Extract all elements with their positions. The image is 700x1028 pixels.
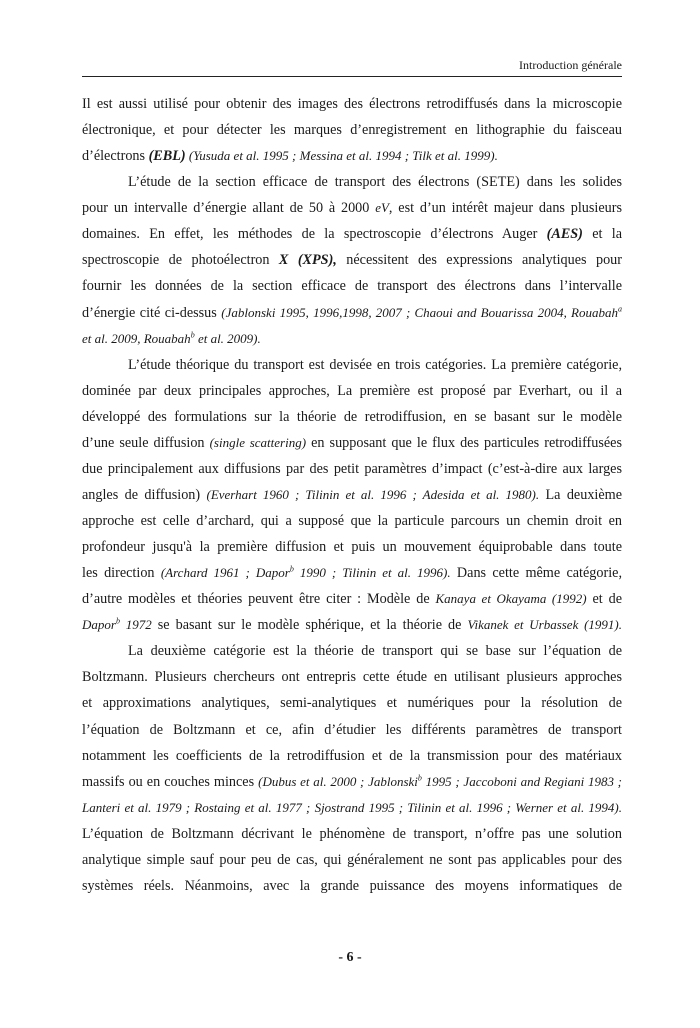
- text-run: L’équation de Boltzmann décrivant le phénomène de transport, n’offre pas une solution: [82, 825, 622, 842]
- text-run: fournir les données de la section efficace de transport des électrons dans l’intervalle: [82, 278, 622, 295]
- text-line: [82, 430, 622, 456]
- citation-text: (EBL): [148, 148, 186, 165]
- text-run: systèmes réels. Néanmoins, avec la grande puissance des moyens informatiques de: [82, 877, 622, 894]
- text-line: [82, 300, 622, 326]
- text-run: d’électrons: [82, 148, 149, 165]
- text-run: d’énergie cité ci-dessus: [82, 304, 222, 321]
- text-run: d’une seule diffusion: [82, 434, 210, 451]
- text-line: [82, 195, 622, 221]
- text-line: [82, 534, 622, 560]
- text-run: L’étude de la section efficace de transport des électrons (SETE) dans les solides: [128, 174, 622, 191]
- text-run: , est d’un intérêt majeur dans plusieurs: [388, 200, 622, 217]
- text-run: et approximations analytiques, semi-analytiques et numériques pour la résolution de: [82, 695, 622, 712]
- text-run: en supposant que le flux des particules retrodiffusées: [306, 434, 622, 451]
- text-run: Boltzmann. Plusieurs chercheurs ont entrepris cette étude en utilisant plusieurs approches: [82, 669, 622, 686]
- text-run: notamment les coefficients de la retrodiffusion et de la transmission pour des matériaux: [82, 747, 622, 764]
- text-line: [82, 690, 622, 716]
- citation-text: (Dubus et al. 2000 ; Jablonski: [258, 773, 418, 789]
- citation-text: et al. 2009).: [194, 330, 261, 346]
- superscript: b: [289, 564, 294, 574]
- text-line: [82, 769, 622, 795]
- citation-text: 1972: [119, 617, 152, 633]
- citation-text: X (XPS),: [278, 252, 337, 269]
- superscript: b: [115, 616, 120, 626]
- superscript: a: [618, 303, 622, 313]
- text-line: [82, 91, 622, 117]
- citation-text: Kanaya et Okayama (1992): [435, 591, 587, 607]
- citation-text: (AES): [546, 226, 583, 243]
- text-run: développé des formulations sur la théorie de retrodiffusion, en se basant sur le modèle: [82, 408, 622, 425]
- citation-text: 1990 ; Tilinin et al. 1996).: [293, 565, 451, 581]
- text-run: et la: [582, 226, 622, 243]
- text-run: Il est aussi utilisé pour obtenir des images des électrons retrodiffusés dans la microscopie: [82, 96, 622, 112]
- text-run: domaines. En effet, les méthodes de la spectroscopie d’électrons Auger: [82, 226, 547, 243]
- text-line: [82, 612, 622, 638]
- text-line: [82, 482, 622, 508]
- text-run: spectroscopie de photoélectron: [82, 252, 279, 269]
- text-run: Dans cette même catégorie,: [450, 565, 622, 582]
- text-line: [82, 326, 622, 352]
- text-run: pour un intervalle d’énergie allant de 50 à 2000: [82, 200, 376, 217]
- citation-text: et al. 2009, Rouabah: [82, 330, 191, 346]
- text-line: [82, 560, 622, 586]
- text-line: [82, 378, 622, 404]
- running-header: Introduction générale: [519, 58, 622, 72]
- text-line: [82, 847, 622, 873]
- text-run: électronique, et pour détecter les marques d’enregistrement en lithographie du faisceau: [82, 122, 622, 139]
- text-run: La deuxième catégorie est la théorie de transport qui se base sur l’équation de: [128, 643, 622, 660]
- text-line: [82, 117, 622, 143]
- text-line: [82, 247, 622, 273]
- text-run: approche est celle d’archard, qui a supposé que la particule parcours un chemin droit en: [82, 513, 622, 529]
- citation-text: Dapor: [82, 617, 116, 633]
- text-run: dominée par deux principales approches, La première est proposé par Everhart, ou il a: [82, 382, 622, 399]
- text-line: [82, 456, 622, 482]
- text-line: [82, 143, 622, 169]
- text-line: [82, 795, 622, 821]
- text-run: analytique simple sauf pour peu de cas, qui généralement ne sont pas applicables pour des: [82, 851, 622, 868]
- text-run: massifs ou en couches minces: [82, 773, 259, 790]
- text-run: l’équation de Boltzmann et ce, afin d’étudier les différents paramètres de transport: [82, 721, 622, 738]
- text-line: [82, 404, 622, 430]
- citation-text: (Yusuda et al. 1995 ; Messina et al. 1994 ; Tilk et al. 1999).: [185, 148, 498, 164]
- text-line: [82, 508, 622, 534]
- citation-text: Vikanek et Urbassek (1991).: [467, 617, 622, 633]
- text-run: d’autre modèles et théories peuvent être citer : Modèle de: [82, 591, 436, 608]
- citation-text: Lanteri et al. 1979 ; Rostaing et al. 1977 ; Sjostrand 1995 ; Tilinin et al. 1996 ; Werner et al. 1994).: [82, 799, 622, 815]
- text-line: [82, 717, 622, 743]
- text-run: et de: [586, 591, 622, 608]
- text-run: profondeur jusqu'à la première diffusion et puis un mouvement équiprobable dans toute: [82, 539, 622, 556]
- text-line: [82, 873, 622, 899]
- citation-text: (Everhart 1960 ; Tilinin et al. 1996 ; Adesida et al. 1980).: [206, 486, 540, 502]
- citation-text: 1995 ; Jaccoboni and Regiani 1983 ;: [421, 773, 622, 789]
- text-run: se basant sur le modèle sphérique, et la théorie de: [151, 617, 468, 634]
- citation-text: (single scattering): [209, 434, 307, 450]
- text-run: La deuxième: [539, 486, 622, 503]
- text-line: [82, 664, 622, 690]
- text-line: [82, 221, 622, 247]
- text-run: les direction: [82, 565, 161, 582]
- text-run: L’étude théorique du transport est devisée en trois catégories. La première catégorie,: [128, 356, 622, 373]
- citation-text: (Jablonski 1995, 1996,1998, 2007 ; Chaoui and Bouarissa 2004, Rouabah: [221, 304, 618, 320]
- text-line: [82, 821, 622, 847]
- citation-text: eV: [375, 200, 389, 216]
- text-line: [82, 352, 622, 378]
- text-line: [82, 743, 622, 769]
- text-run: nécessitent des expressions analytiques pour: [336, 252, 622, 269]
- superscript: b: [190, 329, 195, 339]
- text-line: [82, 638, 622, 664]
- text-line: [82, 169, 622, 195]
- body-text: [82, 91, 622, 899]
- text-line: [82, 586, 622, 612]
- superscript: b: [417, 772, 422, 782]
- text-line: [82, 273, 622, 299]
- page-number: - 6 -: [338, 950, 362, 965]
- header-rule: [82, 76, 622, 77]
- text-run: due principalement aux diffusions par des petit paramètres d’impact (c’est-à-dire aux larges: [82, 460, 622, 477]
- citation-text: (Archard 1961 ; Dapor: [160, 565, 290, 581]
- text-run: angles de diffusion): [82, 486, 207, 503]
